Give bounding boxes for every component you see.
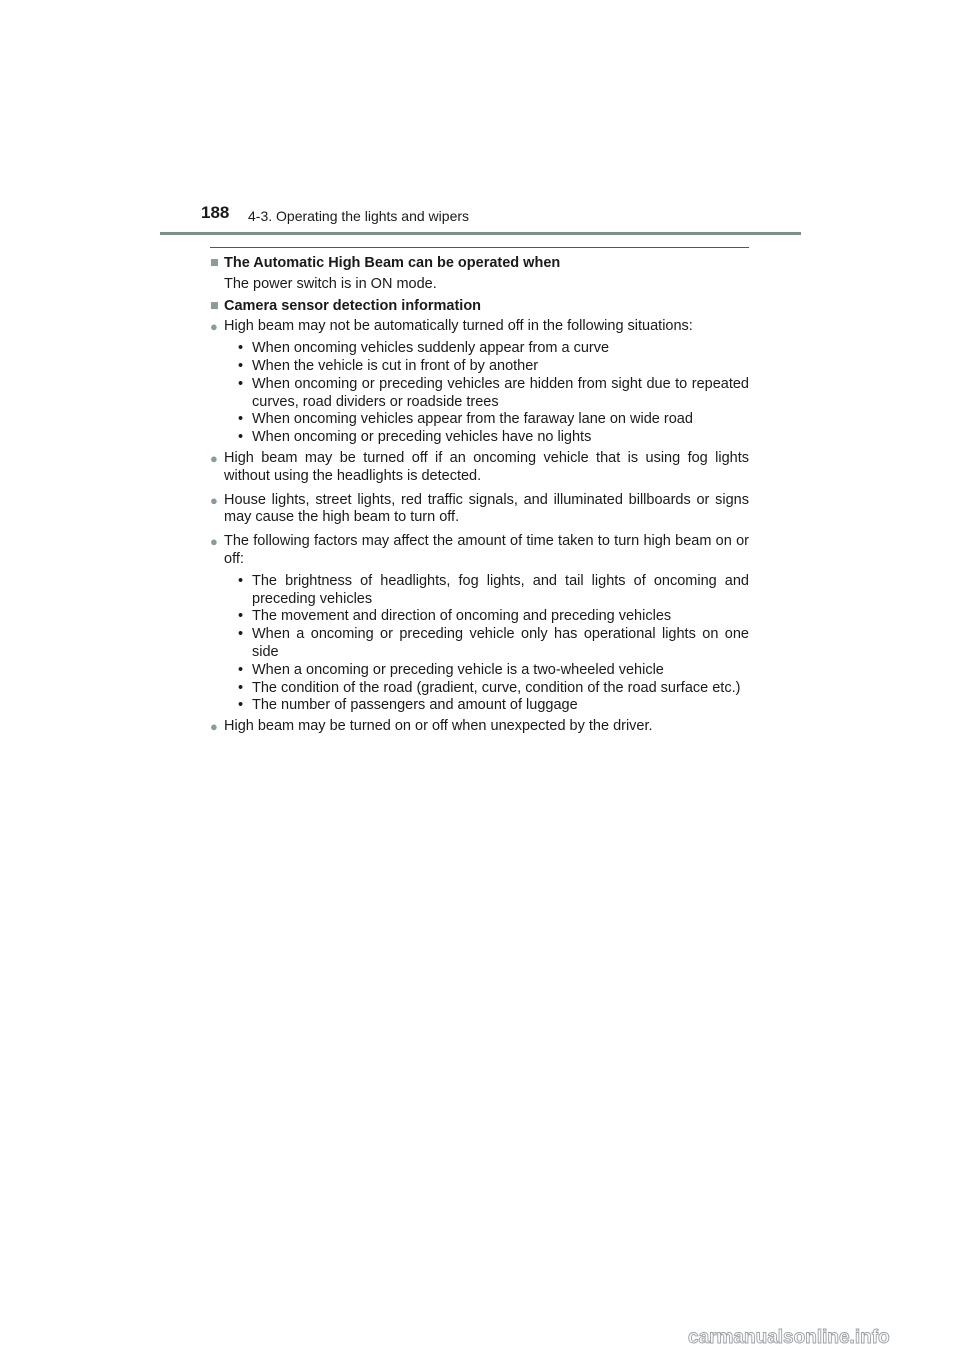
sub-list-item: • When a oncoming or preceding vehicle only has operational lights on one side	[238, 626, 749, 660]
section-camera-sensor	[210, 298, 749, 736]
circle-bullet-icon: ●	[210, 450, 218, 466]
watermark-text: carmanualsonline.info	[688, 1327, 890, 1348]
sub-list-item: • The condition of the road (gradient, curve, condition of the road surface etc.)	[238, 679, 741, 696]
circle-bullet-icon: ●	[210, 534, 218, 550]
page-number: 188	[201, 203, 230, 222]
list-item: ● House lights, street lights, red traffic signals, and illuminated billboards or signs may cause the high beam to turn off.	[210, 491, 749, 526]
sub-list-item: • When the vehicle is cut in front of by another	[238, 357, 539, 374]
sub-list-item: • When oncoming or preceding vehicles have no lights	[238, 429, 592, 446]
content-rule	[210, 247, 749, 248]
list-item: ● High beam may not be automatically turned off in the following situations:	[210, 318, 693, 335]
section-operation-condition	[210, 255, 749, 294]
sub-list-item: • The movement and direction of oncoming and preceding vehicles	[238, 608, 672, 625]
sub-list-item: • When a oncoming or preceding vehicle is a two-wheeled vehicle	[238, 661, 664, 678]
list-item: ● The following factors may affect the amount of time taken to turn high beam on or off:	[210, 533, 749, 567]
content	[210, 255, 749, 740]
list-item: ● High beam may be turned on or off when unexpected by the driver.	[210, 718, 653, 735]
list-item: ● High beam may be turned off if an oncoming vehicle that is using fog lights without using the headlights is detected.	[210, 449, 749, 484]
section-title: 4-3. Operating the lights and wipers	[248, 208, 470, 224]
circle-bullet-icon: ●	[210, 492, 218, 508]
circle-bullet-icon: ●	[210, 319, 218, 335]
sub-list-item: • The number of passengers and amount of luggage	[238, 697, 578, 714]
square-bullet-icon: ■	[210, 255, 219, 271]
sub-list-item: • When oncoming vehicles suddenly appear from a curve	[238, 340, 610, 357]
section-heading: ■ Camera sensor detection information	[210, 297, 482, 314]
sub-list-item: • The brightness of headlights, fog lights, and tail lights of oncoming and preceding vehicles	[238, 572, 749, 607]
header-rule	[160, 232, 801, 235]
sub-list	[210, 573, 749, 715]
square-bullet-icon: ■	[210, 297, 219, 314]
section-text: The power switch is in ON mode.	[224, 275, 437, 292]
circle-bullet-icon: ●	[210, 719, 218, 735]
watermark-logo	[688, 1325, 948, 1349]
sub-list-item: • When oncoming or preceding vehicles are hidden from sight due to repeated curves, road dividers or roadside trees	[238, 375, 749, 410]
sub-list-item: • When oncoming vehicles appear from the faraway lane on wide road	[238, 411, 693, 428]
sub-list	[210, 340, 749, 447]
section-heading: ■ The Automatic High Beam can be operated when	[210, 255, 561, 271]
